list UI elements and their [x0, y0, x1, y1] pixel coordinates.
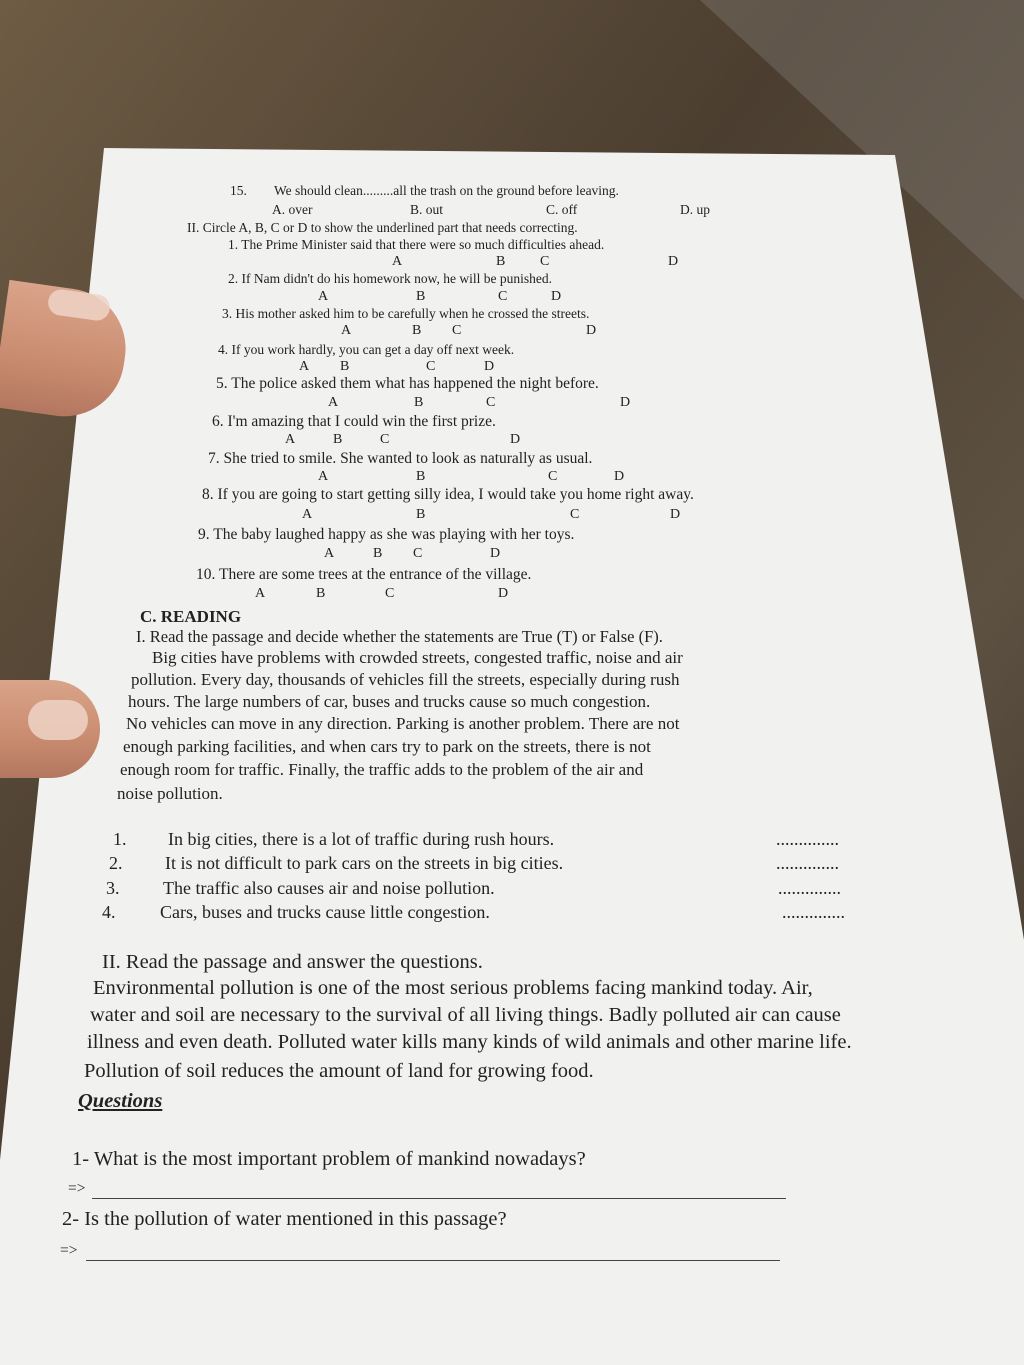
- passage1-line: hours. The large numbers of car, buses and trucks cause so much congestion.: [128, 692, 651, 711]
- letter-b: B: [333, 432, 343, 447]
- letter-a: A: [341, 323, 352, 338]
- letter-c: C: [486, 395, 496, 410]
- item-text: She tried to smile. She wanted to look as naturally as usual.: [223, 450, 593, 467]
- passage2-line: Pollution of soil reduces the amount of land for growing food.: [84, 1060, 594, 1082]
- item-number: 6.: [212, 413, 224, 430]
- letter-b: B: [316, 586, 326, 601]
- letter-d: D: [668, 254, 679, 269]
- letter-c: C: [426, 359, 436, 374]
- answer-blank: ..............: [778, 878, 841, 898]
- item-number: 4.: [218, 342, 229, 357]
- statement-text: In big cities, there is a lot of traffic during rush hours.: [168, 829, 555, 849]
- answer-arrow: =>: [68, 1180, 86, 1197]
- passage2-line: water and soil are necessary to the survival of all living things. Badly polluted air can cause: [90, 1004, 841, 1026]
- questions-heading: Questions: [78, 1090, 163, 1112]
- passage2-line: illness and even death. Polluted water kills many kinds of wild animals and other marine life.: [87, 1031, 852, 1053]
- answer-line[interactable]: [86, 1260, 780, 1261]
- statement-text: Cars, buses and trucks cause little congestion.: [160, 902, 490, 922]
- item-number: 3.: [222, 306, 233, 321]
- question-item: 2- Is the pollution of water mentioned in this passage?: [62, 1208, 507, 1230]
- statement-number: 2.: [109, 853, 123, 873]
- letter-d: D: [614, 469, 625, 484]
- item-text: His mother asked him to be carefully when he crossed the streets.: [235, 306, 590, 321]
- statement-item: [113, 829, 127, 850]
- question-15-stem: We should clean.........all the trash on the ground before leaving.: [274, 183, 619, 198]
- item-text: There are some trees at the entrance of the village.: [218, 566, 532, 583]
- error-item: [228, 271, 552, 287]
- question-item: 1- What is the most important problem of mankind nowadays?: [72, 1148, 586, 1170]
- question-15-number: 15.: [230, 183, 247, 198]
- letter-c: C: [540, 254, 550, 269]
- letter-a: A: [328, 395, 339, 410]
- letter-a: A: [285, 432, 296, 447]
- letter-c: C: [570, 507, 580, 522]
- letter-b: B: [412, 323, 422, 338]
- letter-d: D: [670, 507, 681, 522]
- letter-c: C: [452, 323, 462, 338]
- letter-c: C: [380, 432, 390, 447]
- item-text: The baby laughed happy as she was playing with her toys.: [213, 526, 575, 543]
- fingernail-bottom: [28, 700, 88, 740]
- option-c: C. off: [546, 202, 578, 217]
- letter-a: A: [392, 254, 403, 269]
- letter-d: D: [586, 323, 597, 338]
- error-item: [218, 342, 514, 358]
- reading-part2-title: II. Read the passage and answer the questions.: [102, 951, 483, 973]
- item-text: If Nam didn't do his homework now, he will be punished.: [241, 271, 553, 286]
- letter-b: B: [496, 254, 506, 269]
- letter-b: B: [416, 507, 426, 522]
- error-item: [228, 237, 604, 253]
- letter-d: D: [620, 395, 631, 410]
- passage1-line: noise pollution.: [117, 784, 223, 803]
- letter-d: D: [490, 546, 501, 561]
- letter-d: D: [551, 289, 562, 304]
- passage2-line: Environmental pollution is one of the most serious problems facing mankind today. Air,: [93, 977, 813, 999]
- letter-b: B: [414, 395, 424, 410]
- error-item: [198, 526, 574, 544]
- letter-d: D: [498, 586, 509, 601]
- passage1-line: pollution. Every day, thousands of vehicles fill the streets, especially during rush: [131, 670, 680, 689]
- error-item: [212, 413, 496, 431]
- letter-b: B: [416, 289, 426, 304]
- passage1-line: No vehicles can move in any direction. Parking is another problem. There are not: [126, 714, 680, 733]
- item-number: 1.: [228, 237, 239, 252]
- letter-c: C: [413, 546, 423, 561]
- item-number: 9.: [198, 526, 210, 543]
- letter-b: B: [373, 546, 383, 561]
- letter-b: B: [416, 469, 426, 484]
- statement-item: [106, 878, 120, 899]
- item-number: 7.: [208, 450, 220, 467]
- statement-item: [109, 853, 123, 874]
- error-item: [196, 566, 531, 584]
- letter-c: C: [385, 586, 395, 601]
- error-item: [208, 450, 592, 468]
- error-item: [202, 486, 694, 504]
- letter-a: A: [318, 469, 329, 484]
- answer-line[interactable]: [92, 1198, 786, 1199]
- letter-b: B: [340, 359, 350, 374]
- passage1-line: Big cities have problems with crowded streets, congested traffic, noise and air: [152, 648, 683, 667]
- statement-text: The traffic also causes air and noise pollution.: [163, 878, 495, 898]
- item-text: The police asked them what has happened the night before.: [231, 375, 599, 392]
- option-a: A. over: [272, 202, 313, 217]
- answer-blank: ..............: [776, 853, 839, 873]
- answer-blank: ..............: [776, 829, 839, 849]
- answer-blank: ..............: [782, 902, 845, 922]
- section-title: II. Circle A, B, C or D to show the underlined part that needs correcting.: [187, 220, 578, 235]
- letter-a: A: [255, 586, 266, 601]
- item-number: 5.: [216, 375, 228, 392]
- statement-number: 1.: [113, 829, 127, 849]
- letter-a: A: [324, 546, 335, 561]
- item-number: 10.: [196, 566, 216, 583]
- letter-c: C: [498, 289, 508, 304]
- item-text: The Prime Minister said that there were so much difficulties ahead.: [241, 237, 605, 252]
- statement-number: 4.: [102, 902, 116, 922]
- letter-c: C: [548, 469, 558, 484]
- item-text: If you work hardly, you can get a day off next week.: [231, 342, 515, 357]
- error-item: [216, 375, 599, 393]
- letter-a: A: [318, 289, 329, 304]
- statement-number: 3.: [106, 878, 120, 898]
- answer-arrow: =>: [60, 1242, 78, 1259]
- option-d: D. up: [680, 202, 710, 217]
- item-text: I'm amazing that I could win the first prize.: [227, 413, 496, 430]
- reading-part1-title: I. Read the passage and decide whether the statements are True (T) or False (F).: [136, 627, 663, 646]
- letter-d: D: [510, 432, 521, 447]
- item-number: 2.: [228, 271, 239, 286]
- statement-text: It is not difficult to park cars on the streets in big cities.: [165, 853, 564, 873]
- statement-item: [102, 902, 116, 923]
- reading-heading: C. READING: [140, 607, 242, 626]
- passage1-line: enough parking facilities, and when cars try to park on the streets, there is not: [123, 737, 651, 756]
- passage1-line: enough room for traffic. Finally, the traffic adds to the problem of the air and: [120, 760, 644, 779]
- letter-a: A: [299, 359, 310, 374]
- option-b: B. out: [410, 202, 444, 217]
- letter-a: A: [302, 507, 313, 522]
- letter-d: D: [484, 359, 495, 374]
- item-number: 8.: [202, 486, 214, 503]
- error-item: [222, 306, 589, 322]
- item-text: If you are going to start getting silly idea, I would take you home right away.: [217, 486, 694, 503]
